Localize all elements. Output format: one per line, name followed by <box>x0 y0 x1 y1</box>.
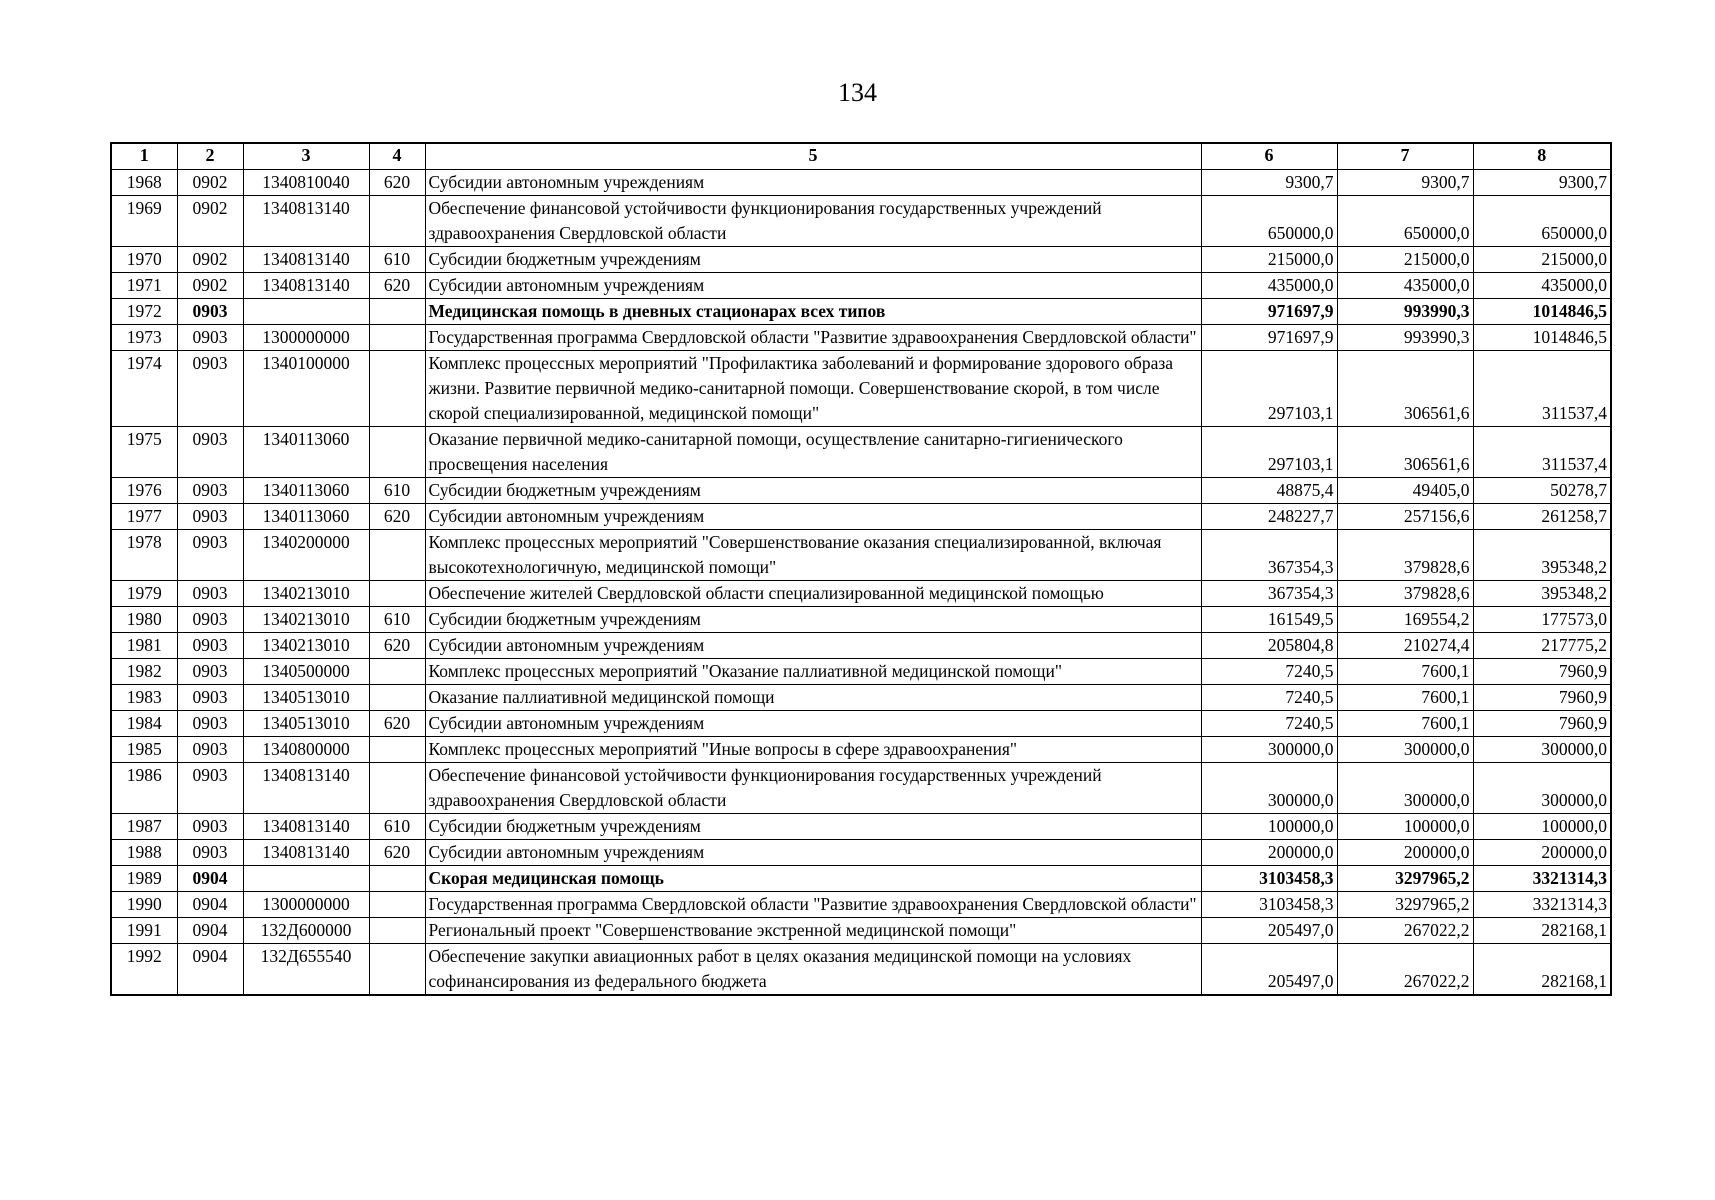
section-code: 0903 <box>177 763 243 814</box>
value-col6: 205804,8 <box>1201 633 1337 659</box>
row-number: 1988 <box>111 840 177 866</box>
value-col8: 50278,7 <box>1473 478 1611 504</box>
value-col6: 205497,0 <box>1201 918 1337 944</box>
section-code: 0903 <box>177 633 243 659</box>
value-col7: 210274,4 <box>1337 633 1473 659</box>
row-number: 1986 <box>111 763 177 814</box>
value-col8: 215000,0 <box>1473 247 1611 273</box>
value-col7: 306561,6 <box>1337 427 1473 478</box>
value-col7: 3297965,2 <box>1337 892 1473 918</box>
table-row <box>111 918 1611 944</box>
value-col8: 300000,0 <box>1473 737 1611 763</box>
value-col6: 300000,0 <box>1201 737 1337 763</box>
row-number: 1989 <box>111 866 177 892</box>
value-col8: 3321314,3 <box>1473 892 1611 918</box>
row-number: 1976 <box>111 478 177 504</box>
table-row <box>111 633 1611 659</box>
value-col7: 267022,2 <box>1337 944 1473 996</box>
expense-type: 610 <box>369 814 425 840</box>
section-code: 0904 <box>177 918 243 944</box>
target-code <box>243 866 369 892</box>
target-code: 1300000000 <box>243 325 369 351</box>
section-code: 0903 <box>177 607 243 633</box>
expense-type <box>369 763 425 814</box>
expense-type <box>369 737 425 763</box>
section-code: 0903 <box>177 530 243 581</box>
row-number: 1978 <box>111 530 177 581</box>
table-row <box>111 247 1611 273</box>
value-col7: 215000,0 <box>1337 247 1473 273</box>
expense-type <box>369 299 425 325</box>
description: Медицинская помощь в дневных стационарах всех типов <box>425 299 1201 325</box>
target-code: 1340213010 <box>243 633 369 659</box>
expense-type: 610 <box>369 247 425 273</box>
page-number: 134 <box>838 78 877 107</box>
target-code: 132Д655540 <box>243 944 369 996</box>
section-code: 0904 <box>177 892 243 918</box>
description: Государственная программа Свердловской области "Развитие здравоохранения Свердловской области" <box>425 892 1201 918</box>
value-col6: 7240,5 <box>1201 711 1337 737</box>
value-col6: 48875,4 <box>1201 478 1337 504</box>
row-number: 1984 <box>111 711 177 737</box>
header-cell: 5 <box>425 143 1201 170</box>
target-code: 1340810040 <box>243 170 369 196</box>
expense-type <box>369 659 425 685</box>
value-col8: 395348,2 <box>1473 530 1611 581</box>
description: Региональный проект "Совершенствование экстренной медицинской помощи" <box>425 918 1201 944</box>
description: Субсидии бюджетным учреждениям <box>425 478 1201 504</box>
description: Оказание первичной медико-санитарной помощи, осуществление санитарно-гигиенического просвещения населения <box>425 427 1201 478</box>
target-code: 1300000000 <box>243 892 369 918</box>
header-cell: 8 <box>1473 143 1611 170</box>
target-code: 1340813140 <box>243 196 369 247</box>
description: Обеспечение финансовой устойчивости функционирования государственных учреждений здравоохранения Свердловской области <box>425 763 1201 814</box>
table-row <box>111 659 1611 685</box>
section-code: 0903 <box>177 504 243 530</box>
description: Комплекс процессных мероприятий "Профилактика заболеваний и формирование здорового образа жизни. Развитие первичной медико-санитарной помощи. Совершенствование скорой, в том числе скорой специализированной, медицинской помощи" <box>425 351 1201 427</box>
expense-type <box>369 918 425 944</box>
budget-table <box>110 142 1612 996</box>
expense-type <box>369 427 425 478</box>
description: Обеспечение закупки авиационных работ в целях оказания медицинской помощи на условиях софинансирования из федерального бюджета <box>425 944 1201 996</box>
value-col6: 200000,0 <box>1201 840 1337 866</box>
value-col6: 7240,5 <box>1201 685 1337 711</box>
value-col7: 3297965,2 <box>1337 866 1473 892</box>
value-col6: 215000,0 <box>1201 247 1337 273</box>
description: Субсидии автономным учреждениям <box>425 273 1201 299</box>
description: Обеспечение жителей Свердловской области специализированной медицинской помощью <box>425 581 1201 607</box>
row-number: 1977 <box>111 504 177 530</box>
value-col6: 300000,0 <box>1201 763 1337 814</box>
row-number: 1983 <box>111 685 177 711</box>
value-col7: 267022,2 <box>1337 918 1473 944</box>
value-col6: 367354,3 <box>1201 530 1337 581</box>
target-code: 1340100000 <box>243 351 369 427</box>
value-col6: 3103458,3 <box>1201 892 1337 918</box>
expense-type: 620 <box>369 633 425 659</box>
table-row <box>111 840 1611 866</box>
description: Комплекс процессных мероприятий "Иные вопросы в сфере здравоохранения" <box>425 737 1201 763</box>
value-col8: 200000,0 <box>1473 840 1611 866</box>
table-body <box>111 170 1611 996</box>
value-col8: 261258,7 <box>1473 504 1611 530</box>
row-number: 1973 <box>111 325 177 351</box>
target-code: 1340813140 <box>243 814 369 840</box>
expense-type: 620 <box>369 840 425 866</box>
value-col8: 650000,0 <box>1473 196 1611 247</box>
expense-type <box>369 866 425 892</box>
table-row <box>111 711 1611 737</box>
target-code: 1340813140 <box>243 247 369 273</box>
row-number: 1970 <box>111 247 177 273</box>
target-code <box>243 299 369 325</box>
value-col7: 993990,3 <box>1337 299 1473 325</box>
table-row <box>111 299 1611 325</box>
expense-type: 610 <box>369 478 425 504</box>
section-code: 0902 <box>177 196 243 247</box>
target-code: 1340500000 <box>243 659 369 685</box>
expense-type <box>369 196 425 247</box>
target-code: 1340813140 <box>243 273 369 299</box>
value-col8: 217775,2 <box>1473 633 1611 659</box>
value-col8: 282168,1 <box>1473 944 1611 996</box>
value-col7: 100000,0 <box>1337 814 1473 840</box>
value-col7: 7600,1 <box>1337 685 1473 711</box>
header-cell: 2 <box>177 143 243 170</box>
target-code: 1340513010 <box>243 711 369 737</box>
value-col8: 1014846,5 <box>1473 299 1611 325</box>
value-col7: 993990,3 <box>1337 325 1473 351</box>
value-col8: 1014846,5 <box>1473 325 1611 351</box>
target-code: 1340813140 <box>243 763 369 814</box>
value-col7: 9300,7 <box>1337 170 1473 196</box>
target-code: 1340113060 <box>243 504 369 530</box>
section-code: 0903 <box>177 478 243 504</box>
value-col8: 7960,9 <box>1473 685 1611 711</box>
section-code: 0903 <box>177 299 243 325</box>
description: Субсидии автономным учреждениям <box>425 170 1201 196</box>
row-number: 1968 <box>111 170 177 196</box>
value-col6: 367354,3 <box>1201 581 1337 607</box>
target-code: 1340513010 <box>243 685 369 711</box>
table-row <box>111 478 1611 504</box>
value-col8: 7960,9 <box>1473 711 1611 737</box>
expense-type: 620 <box>369 170 425 196</box>
header-row <box>111 143 1611 170</box>
value-col6: 100000,0 <box>1201 814 1337 840</box>
table-row <box>111 530 1611 581</box>
section-code: 0902 <box>177 273 243 299</box>
row-number: 1985 <box>111 737 177 763</box>
expense-type <box>369 685 425 711</box>
value-col7: 7600,1 <box>1337 711 1473 737</box>
description: Субсидии бюджетным учреждениям <box>425 607 1201 633</box>
value-col6: 3103458,3 <box>1201 866 1337 892</box>
expense-type: 610 <box>369 607 425 633</box>
target-code: 1340213010 <box>243 581 369 607</box>
row-number: 1981 <box>111 633 177 659</box>
description: Субсидии автономным учреждениям <box>425 840 1201 866</box>
value-col8: 9300,7 <box>1473 170 1611 196</box>
value-col7: 379828,6 <box>1337 530 1473 581</box>
section-code: 0903 <box>177 351 243 427</box>
header-cell: 1 <box>111 143 177 170</box>
value-col8: 177573,0 <box>1473 607 1611 633</box>
section-code: 0903 <box>177 659 243 685</box>
value-col7: 49405,0 <box>1337 478 1473 504</box>
value-col8: 7960,9 <box>1473 659 1611 685</box>
description: Субсидии бюджетным учреждениям <box>425 814 1201 840</box>
target-code: 1340813140 <box>243 840 369 866</box>
expense-type <box>369 944 425 996</box>
description: Комплекс процессных мероприятий "Совершенствование оказания специализированной, включая высокотехнологичную, медицинской помощи" <box>425 530 1201 581</box>
section-code: 0903 <box>177 581 243 607</box>
row-number: 1980 <box>111 607 177 633</box>
row-number: 1974 <box>111 351 177 427</box>
expense-type: 620 <box>369 504 425 530</box>
value-col6: 435000,0 <box>1201 273 1337 299</box>
table-row <box>111 325 1611 351</box>
target-code: 1340213010 <box>243 607 369 633</box>
section-code: 0903 <box>177 427 243 478</box>
expense-type: 620 <box>369 711 425 737</box>
description: Скорая медицинская помощь <box>425 866 1201 892</box>
row-number: 1969 <box>111 196 177 247</box>
section-code: 0903 <box>177 814 243 840</box>
description: Государственная программа Свердловской области "Развитие здравоохранения Свердловской области" <box>425 325 1201 351</box>
value-col6: 248227,7 <box>1201 504 1337 530</box>
value-col7: 7600,1 <box>1337 659 1473 685</box>
section-code: 0904 <box>177 866 243 892</box>
expense-type <box>369 351 425 427</box>
expense-type <box>369 530 425 581</box>
table-row <box>111 196 1611 247</box>
value-col7: 435000,0 <box>1337 273 1473 299</box>
value-col8: 100000,0 <box>1473 814 1611 840</box>
header-cell: 3 <box>243 143 369 170</box>
row-number: 1990 <box>111 892 177 918</box>
table-row <box>111 351 1611 427</box>
section-code: 0903 <box>177 840 243 866</box>
row-number: 1979 <box>111 581 177 607</box>
value-col6: 971697,9 <box>1201 299 1337 325</box>
table-row <box>111 427 1611 478</box>
target-code: 1340113060 <box>243 427 369 478</box>
description: Обеспечение финансовой устойчивости функционирования государственных учреждений здравоохранения Свердловской области <box>425 196 1201 247</box>
row-number: 1992 <box>111 944 177 996</box>
value-col7: 306561,6 <box>1337 351 1473 427</box>
row-number: 1987 <box>111 814 177 840</box>
description: Оказание паллиативной медицинской помощи <box>425 685 1201 711</box>
value-col8: 395348,2 <box>1473 581 1611 607</box>
value-col6: 9300,7 <box>1201 170 1337 196</box>
table-row <box>111 581 1611 607</box>
row-number: 1971 <box>111 273 177 299</box>
value-col8: 300000,0 <box>1473 763 1611 814</box>
value-col7: 300000,0 <box>1337 737 1473 763</box>
table-row <box>111 607 1611 633</box>
value-col7: 169554,2 <box>1337 607 1473 633</box>
value-col8: 311537,4 <box>1473 351 1611 427</box>
section-code: 0903 <box>177 685 243 711</box>
row-number: 1982 <box>111 659 177 685</box>
table-row <box>111 944 1611 996</box>
value-col7: 200000,0 <box>1337 840 1473 866</box>
table-row <box>111 273 1611 299</box>
table-row <box>111 763 1611 814</box>
row-number: 1972 <box>111 299 177 325</box>
table-row <box>111 504 1611 530</box>
value-col7: 257156,6 <box>1337 504 1473 530</box>
expense-type <box>369 581 425 607</box>
section-code: 0902 <box>177 247 243 273</box>
section-code: 0903 <box>177 325 243 351</box>
value-col6: 297103,1 <box>1201 427 1337 478</box>
row-number: 1991 <box>111 918 177 944</box>
section-code: 0902 <box>177 170 243 196</box>
section-code: 0904 <box>177 944 243 996</box>
value-col7: 379828,6 <box>1337 581 1473 607</box>
value-col7: 300000,0 <box>1337 763 1473 814</box>
table-row <box>111 866 1611 892</box>
target-code: 1340800000 <box>243 737 369 763</box>
expense-type <box>369 892 425 918</box>
value-col6: 7240,5 <box>1201 659 1337 685</box>
description: Субсидии бюджетным учреждениям <box>425 247 1201 273</box>
description: Субсидии автономным учреждениям <box>425 711 1201 737</box>
header-cell: 7 <box>1337 143 1473 170</box>
header-cell: 4 <box>369 143 425 170</box>
expense-type: 620 <box>369 273 425 299</box>
table-row <box>111 685 1611 711</box>
value-col8: 282168,1 <box>1473 918 1611 944</box>
table-row <box>111 170 1611 196</box>
value-col6: 161549,5 <box>1201 607 1337 633</box>
target-code: 1340113060 <box>243 478 369 504</box>
value-col6: 650000,0 <box>1201 196 1337 247</box>
target-code: 132Д600000 <box>243 918 369 944</box>
description: Комплекс процессных мероприятий "Оказание паллиативной медицинской помощи" <box>425 659 1201 685</box>
value-col8: 3321314,3 <box>1473 866 1611 892</box>
value-col7: 650000,0 <box>1337 196 1473 247</box>
value-col6: 205497,0 <box>1201 944 1337 996</box>
row-number: 1975 <box>111 427 177 478</box>
table-row <box>111 814 1611 840</box>
section-code: 0903 <box>177 711 243 737</box>
value-col6: 297103,1 <box>1201 351 1337 427</box>
value-col8: 311537,4 <box>1473 427 1611 478</box>
value-col8: 435000,0 <box>1473 273 1611 299</box>
table-row <box>111 737 1611 763</box>
section-code: 0903 <box>177 737 243 763</box>
expense-type <box>369 325 425 351</box>
value-col6: 971697,9 <box>1201 325 1337 351</box>
header-cell: 6 <box>1201 143 1337 170</box>
target-code: 1340200000 <box>243 530 369 581</box>
description: Субсидии автономным учреждениям <box>425 633 1201 659</box>
description: Субсидии автономным учреждениям <box>425 504 1201 530</box>
table-row <box>111 892 1611 918</box>
